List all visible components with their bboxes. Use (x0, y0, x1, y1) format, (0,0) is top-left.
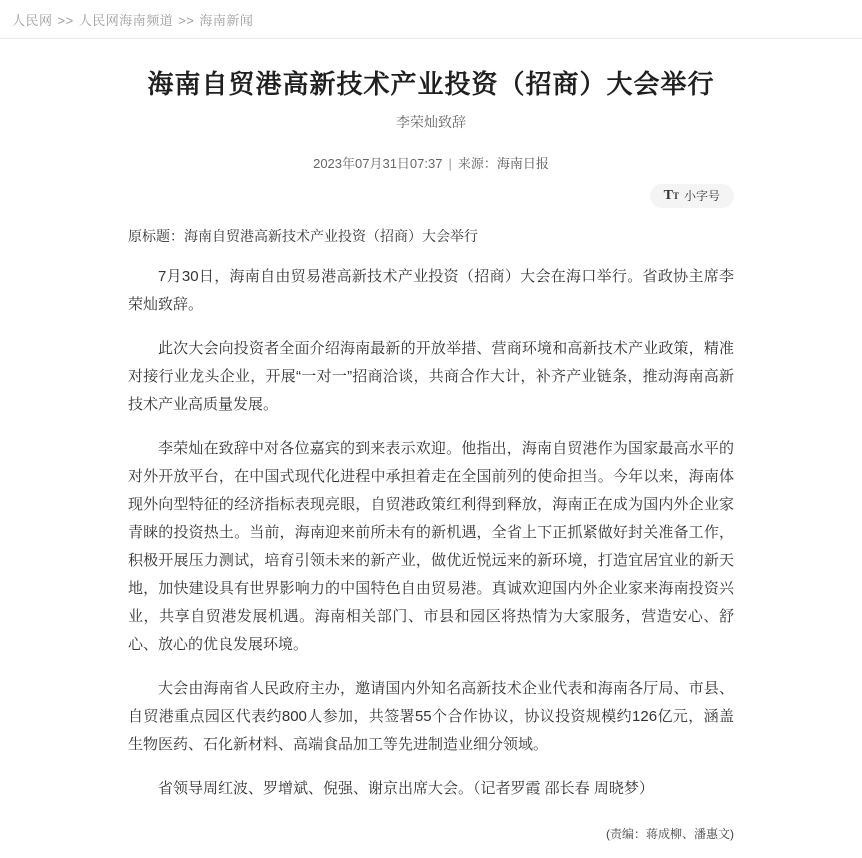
header-divider (0, 38, 862, 39)
article-meta (128, 153, 734, 172)
article-subtitle: 李荣灿致辞 (396, 114, 466, 130)
breadcrumb-link-hainan-news[interactable]: 海南新闻 (199, 13, 254, 28)
font-size-icon: T (663, 188, 673, 203)
font-size-icon-small: T (672, 191, 679, 201)
publish-date: 2023年07月31日07:37 (313, 156, 443, 171)
source-link[interactable]: 海南日报 (496, 156, 549, 171)
article-container (128, 67, 734, 858)
original-title: 原标题：海南自贸港高新技术产业投资（招商）大会举行 (128, 228, 478, 244)
editors-credit: (责编：蒋成柳、潘惠文) (606, 827, 734, 841)
breadcrumb (0, 0, 862, 29)
article-paragraph: 李荣灿在致辞中对各位嘉宾的到来表示欢迎。他指出，海南自贸港作为国家最高水平的对外开放平台，在中国式现代化进程中承担着走在全国前列的使命担当。今年以来，海南体现外向型特征的经济指标表现亮眼，自贸港政策红利得到释放，海南正在成为国内外企业家青睐的投资热土。当前，海南迎来前所未有的新机遇，全省上下正抓紧做好封关准备工作，积极开展压力测试，培育引领未来的新产业，做优近悦远来的新环境，打造宜居宜业的新天地，加快建设具有世界影响力的中国特色自由贸易港。真诚欢迎国内外企业家来海南投资兴业，共享自贸港发展机遇。海南相关部门、市县和园区将热情为大家服务，营造安心、舒心、放心的优良发展环境。 (128, 440, 734, 653)
article-paragraph: 大会由海南省人民政府主办，邀请国内外知名高新技术企业代表和海南各厅局、市县、自贸港重点园区代表约800人参加，共签署55个合作协议，协议投资规模约126亿元，涵盖生物医药、石化新材料、高端食品加工等先进制造业细分领域。 (128, 680, 734, 753)
page-title: 海南自贸港高新技术产业投资（招商）大会举行 (147, 69, 715, 99)
article-paragraph: 7月30日，海南自由贸易港高新技术产业投资（招商）大会在海口举行。省政协主席李荣灿致辞。 (128, 268, 734, 313)
breadcrumb-link-hainan-channel[interactable]: 人民网海南频道 (78, 13, 174, 28)
article-body (128, 225, 734, 803)
article-paragraph: 省领导周红波、罗增斌、倪强、谢京出席大会。（记者罗霞 邵长春 周晓梦） (158, 780, 654, 797)
font-size-label: 小字号 (683, 189, 720, 203)
article-paragraph: 此次大会向投资者全面介绍海南最新的开放举措、营商环境和高新技术产业政策，精准对接行业龙头企业，开展“一对一”招商洽谈，共商合作大计，补齐产业链条，推动海南高新技术产业高质量发展。 (128, 340, 734, 413)
meta-divider: | (448, 156, 452, 171)
article-toolbar (128, 184, 734, 208)
font-size-button[interactable] (650, 184, 734, 208)
breadcrumb-separator: >> (178, 13, 195, 28)
source-label: 来源： (457, 156, 497, 171)
breadcrumb-separator: >> (57, 13, 74, 28)
breadcrumb-link-peoples-daily[interactable]: 人民网 (12, 13, 53, 28)
